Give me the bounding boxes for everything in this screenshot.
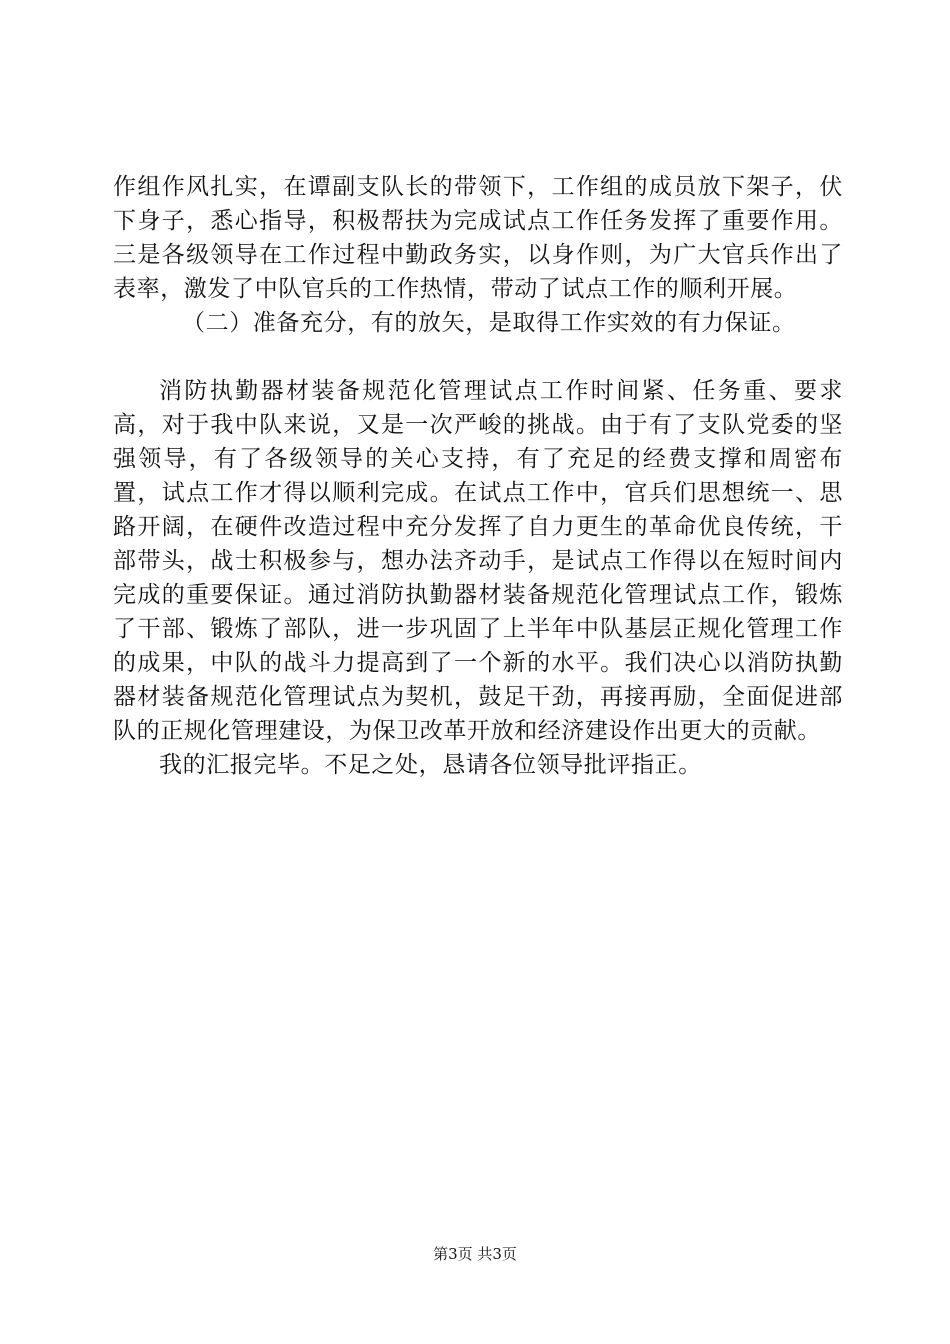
- paragraph-body: 消防执勤器材装备规范化管理试点工作时间紧、任务重、要求高，对于我中队来说，又是一次严峻的挑战。由于有了支队党委的坚强领导，有了各级领导的关心支持，有了充足的经费支撑和周密布置，试点工作才得以顺利完成。在试点工作中，官兵们思想统一、思路开阔，在硬件改造过程中充分发挥了自力更生的革命优良传统，干部带头，战士积极参与，想办法齐动手，是试点工作得以在短时间内完成的重要保证。通过消防执勤器材装备规范化管理试点工作，锻炼了干部、锻炼了部队，进一步巩固了上半年中队基层正规化管理工作的成果，中队的战斗力提高到了一个新的水平。我们决心以消防执勤器材装备规范化管理试点为契机，鼓足干劲，再接再励，全面促进部队的正规化管理建设，为保卫改革开放和经济建设作出更大的贡献。: [113, 378, 843, 744]
- section-heading: （二）准备充分，有的放矢，是取得工作实效的有力保证。: [182, 310, 796, 336]
- document-body: [113, 170, 843, 782]
- paragraph-spacer: [113, 340, 843, 374]
- paragraph-continuation: 作组作风扎实，在谭副支队长的带领下，工作组的成员放下架子，伏下身子，悉心指导，积极帮扶为完成试点工作任务发挥了重要作用。三是各级领导在工作过程中勤政务实，以身作则，为广大官兵作出了表率，激发了中队官兵的工作热情，带动了试点工作的顺利开展。: [113, 174, 843, 302]
- paragraph-closing: 我的汇报完毕。不足之处，恳请各位领导批评指正。: [159, 752, 702, 778]
- page-footer: 第3页 共3页: [433, 1245, 517, 1263]
